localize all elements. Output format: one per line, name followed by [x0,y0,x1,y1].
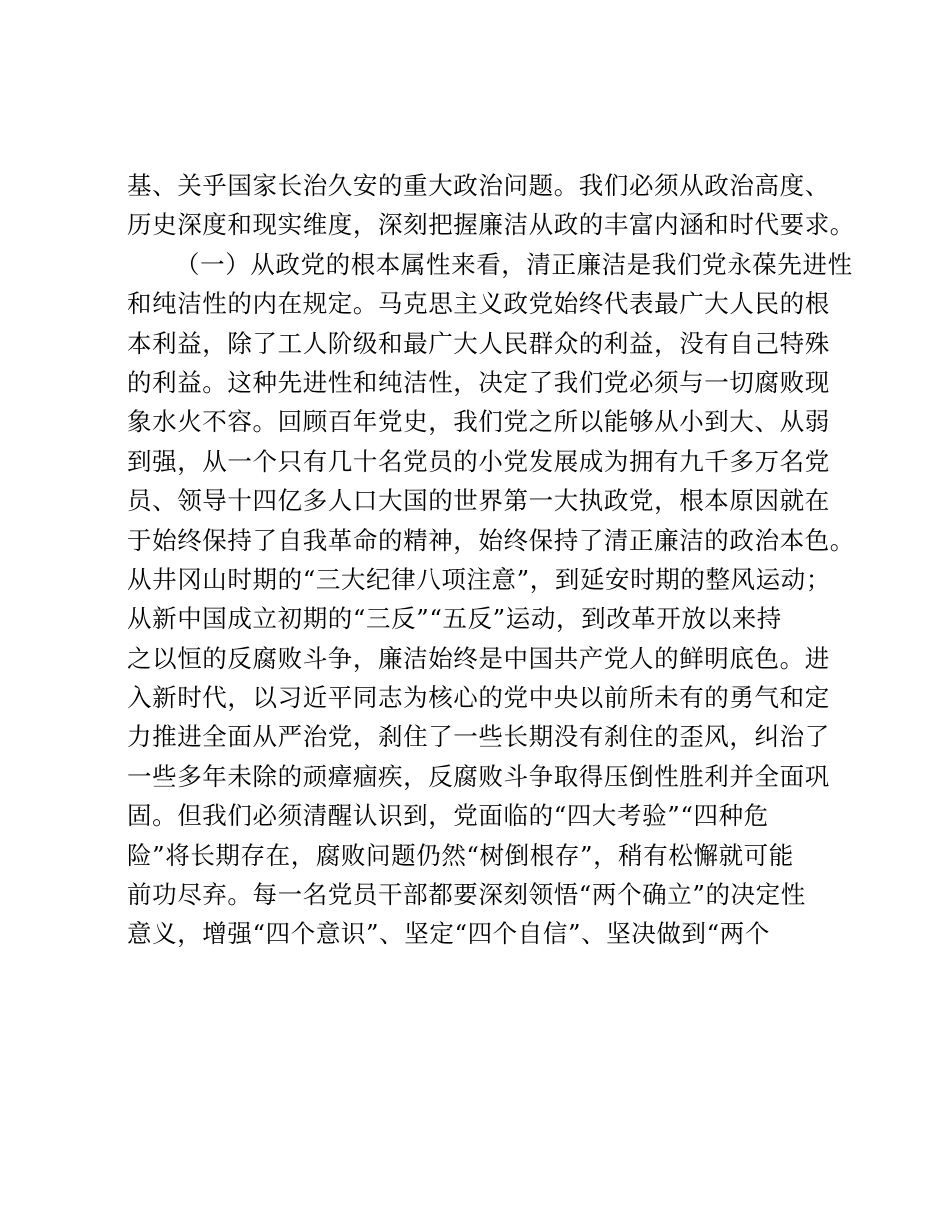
text-line: 之以恒的反腐败斗争，廉洁始终是中国共产党人的鲜明底色。进 [127,643,830,673]
text-line: 和纯洁性的内在规定。马克思主义政党始终代表最广大人民的根 [127,289,830,319]
section-heading-line: （一）从政党的根本属性来看，清正廉洁是我们党永葆先进性 [175,249,853,279]
text-line: 象水火不容。回顾百年党史，我们党之所以能够从小到大、从弱 [127,407,830,437]
text-line: 固。但我们必须清醒认识到，党面临的“四大考验”“四种危 [127,801,769,831]
text-line: 力推进全面从严治党，刹住了一些长期没有刹住的歪风，纠治了 [127,722,830,752]
text-line: 历史深度和现实维度，深刻把握廉洁从政的丰富内涵和时代要求。 [127,210,855,240]
text-line: 险”将长期存在，腐败问题仍然“树倒根存”，稍有松懈就可能 [127,840,794,870]
text-line: 基、关乎国家长治久安的重大政治问题。我们必须从政治高度、 [127,171,830,200]
body-text [127,166,855,954]
text-line: 员、领导十四亿多人口大国的世界第一大执政党，根本原因就在 [127,486,830,516]
text-line: 的利益。这种先进性和纯洁性，决定了我们党必须与一切腐败现 [127,367,830,397]
text-line: 从新中国成立初期的“三反”“五反”运动，到改革开放以来持 [127,604,782,634]
text-line: 到强，从一个只有几十名党员的小党发展成为拥有九千多万名党 [127,446,830,476]
text-line: 本利益，除了工人阶级和最广大人民群众的利益，没有自己特殊 [127,328,830,358]
text-line: 从井冈山时期的“三大纪律八项注意”，到延安时期的整风运动； [127,564,831,594]
text-line: 一些多年未除的顽瘴痼疾，反腐败斗争取得压倒性胜利并全面巩 [127,761,830,791]
text-line: 前功尽弃。每一名党员干部都要深刻领悟“两个确立”的决定性 [127,880,806,910]
text-line: 入新时代，以习近平同志为核心的党中央以前所未有的勇气和定 [127,683,830,713]
text-line: 意义，增强“四个意识”、坚定“四个自信”、坚决做到“两个 [127,919,770,949]
text-line: 于始终保持了自我革命的精神，始终保持了清正廉洁的政治本色。 [127,525,855,555]
